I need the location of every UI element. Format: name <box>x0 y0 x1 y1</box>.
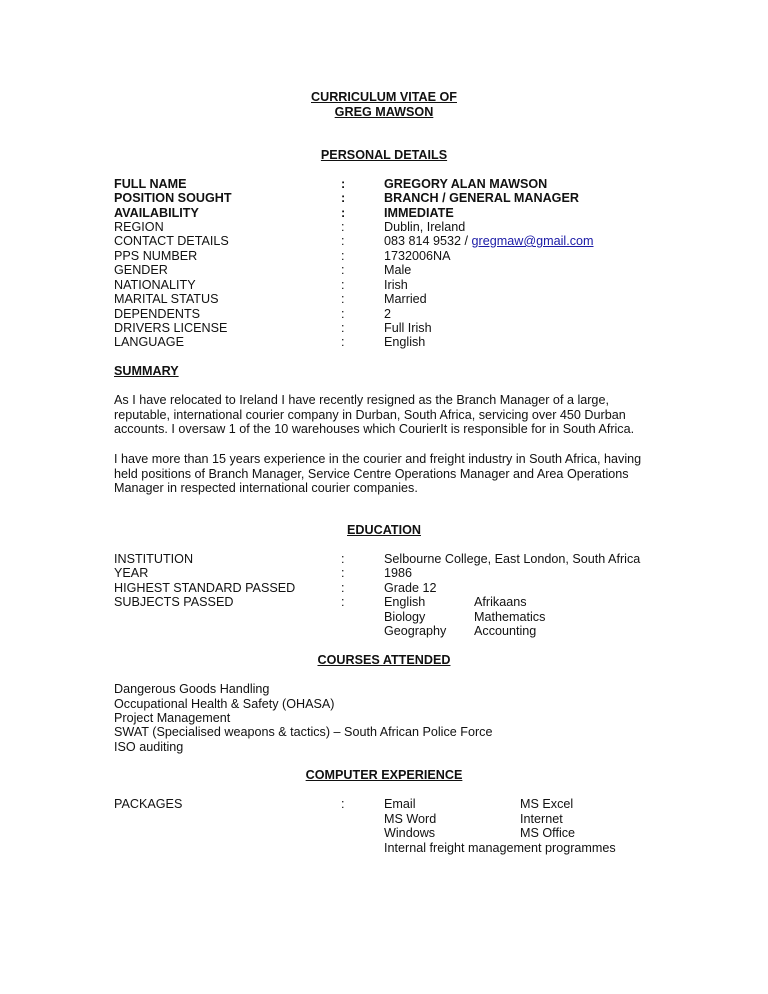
packages-row-3 <box>114 826 674 841</box>
package-item: MS Office <box>520 826 576 840</box>
subject-item: Mathematics <box>474 610 546 624</box>
education-value: 1986 <box>384 566 413 580</box>
detail-row-full-name <box>114 177 674 192</box>
detail-value: English <box>384 335 426 349</box>
course-item: Occupational Health & Safety (OHASA) <box>114 697 335 711</box>
detail-colon: : <box>341 321 345 335</box>
detail-row-nationality <box>114 278 674 293</box>
detail-label: PPS NUMBER <box>114 249 198 263</box>
summary-paragraph-1: As I have relocated to Ireland I have recently resigned as the Branch Manager of a large, reputable, international courier company in Durban, South Africa, servicing over 450 Durban accounts. I oversaw 1 of the 10 warehouses which CourierIt is responsible for in South Africa. <box>114 393 635 437</box>
detail-colon: : <box>341 292 345 306</box>
detail-colon: : <box>341 307 345 321</box>
detail-colon: : <box>341 220 345 234</box>
subject-item: Accounting <box>474 624 537 638</box>
courses-heading: COURSES ATTENDED <box>317 653 451 667</box>
detail-label: CONTACT DETAILS <box>114 234 229 248</box>
detail-value: GREGORY ALAN MAWSON <box>384 177 548 191</box>
package-item: MS Excel <box>520 797 574 811</box>
education-heading: EDUCATION <box>347 523 421 537</box>
detail-value: IMMEDIATE <box>384 206 454 220</box>
detail-colon: : <box>341 234 345 248</box>
detail-value: 1732006NA <box>384 249 451 263</box>
package-item: Email <box>384 797 416 811</box>
detail-colon: : <box>341 206 346 220</box>
subject-item: English <box>384 595 426 609</box>
education-row-subjects <box>114 595 674 610</box>
packages-label: PACKAGES <box>114 797 183 811</box>
detail-label: DEPENDENTS <box>114 307 201 321</box>
detail-value: Male <box>384 263 412 277</box>
packages-row-2 <box>114 812 674 827</box>
detail-label: NATIONALITY <box>114 278 196 292</box>
detail-colon: : <box>341 581 345 595</box>
detail-label: DRIVERS LICENSE <box>114 321 228 335</box>
detail-colon: : <box>341 191 346 205</box>
packages-row-4 <box>114 841 674 856</box>
education-row-institution <box>114 552 674 567</box>
course-item: Project Management <box>114 711 231 725</box>
detail-label: AVAILABILITY <box>114 206 199 220</box>
detail-value: Dublin, Ireland <box>384 220 466 234</box>
document-title: CURRICULUM VITAE OF <box>311 90 457 104</box>
education-label: YEAR <box>114 566 149 580</box>
education-label: HIGHEST STANDARD PASSED <box>114 581 296 595</box>
detail-colon: : <box>341 595 345 609</box>
detail-colon: : <box>341 335 345 349</box>
education-value: Grade 12 <box>384 581 437 595</box>
subject-item: Biology <box>384 610 426 624</box>
detail-row-language <box>114 335 674 350</box>
detail-colon: : <box>341 249 345 263</box>
detail-colon: : <box>341 263 345 277</box>
course-item: ISO auditing <box>114 740 184 754</box>
detail-label: POSITION SOUGHT <box>114 191 232 205</box>
detail-value: 2 <box>384 307 392 321</box>
detail-row-dependents <box>114 307 674 322</box>
detail-colon: : <box>341 278 345 292</box>
detail-row-region <box>114 220 674 235</box>
detail-label: FULL NAME <box>114 177 187 191</box>
detail-label: LANGUAGE <box>114 335 184 349</box>
detail-value: Married <box>384 292 427 306</box>
subject-item: Afrikaans <box>474 595 527 609</box>
detail-row-availability <box>114 206 674 221</box>
detail-value: BRANCH / GENERAL MANAGER <box>384 191 579 205</box>
detail-row-marital-status <box>114 292 674 307</box>
course-item: Dangerous Goods Handling <box>114 682 270 696</box>
package-item: MS Word <box>384 812 437 826</box>
detail-label: MARITAL STATUS <box>114 292 219 306</box>
education-label: SUBJECTS PASSED <box>114 595 234 609</box>
detail-label: REGION <box>114 220 164 234</box>
education-row-year <box>114 566 674 581</box>
detail-value <box>384 234 594 248</box>
summary-paragraph-2: I have more than 15 years experience in the courier and freight industry in South Africa, having held positions of Branch Manager, Service Centre Operations Manager and Area Operations Manager in respected international courier companies. <box>114 452 642 496</box>
education-row-standard <box>114 581 674 596</box>
personal-details-heading: PERSONAL DETAILS <box>320 148 448 162</box>
phone-number: 083 814 9532 / <box>384 234 469 248</box>
education-row-subjects-2 <box>114 610 674 625</box>
detail-row-gender <box>114 263 674 278</box>
detail-row-pps-number <box>114 249 674 264</box>
email-link[interactable]: gregmaw@gmail.com <box>471 234 594 248</box>
packages-row-1 <box>114 797 674 812</box>
document-subtitle-name: GREG MAWSON <box>334 105 434 119</box>
detail-row-drivers-license <box>114 321 674 336</box>
detail-row-position-sought <box>114 191 674 206</box>
package-item: Internal freight management programmes <box>384 841 616 855</box>
detail-colon: : <box>341 797 345 811</box>
education-row-subjects-3 <box>114 624 674 639</box>
detail-colon: : <box>341 177 346 191</box>
education-value: Selbourne College, East London, South Africa <box>384 552 641 566</box>
detail-value: Full Irish <box>384 321 432 335</box>
course-item: SWAT (Specialised weapons & tactics) – South African Police Force <box>114 725 493 739</box>
detail-row-contact-details <box>114 234 674 249</box>
detail-colon: : <box>341 566 345 580</box>
detail-colon: : <box>341 552 345 566</box>
detail-value: Irish <box>384 278 408 292</box>
education-label: INSTITUTION <box>114 552 194 566</box>
subject-item: Geography <box>384 624 447 638</box>
detail-label: GENDER <box>114 263 168 277</box>
summary-heading: SUMMARY <box>114 364 179 378</box>
package-item: Internet <box>520 812 563 826</box>
package-item: Windows <box>384 826 436 840</box>
computer-experience-heading: COMPUTER EXPERIENCE <box>305 768 463 782</box>
